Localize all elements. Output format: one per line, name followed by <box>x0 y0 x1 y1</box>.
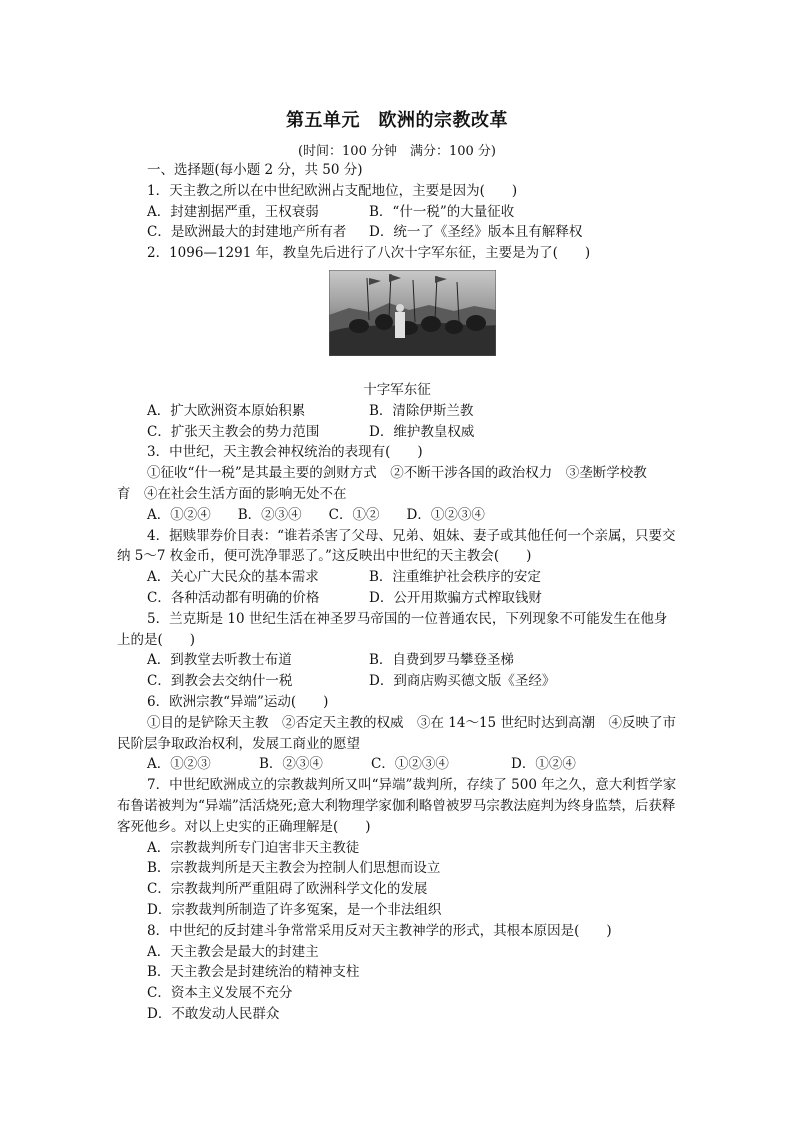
question-2-options-row1 <box>117 401 677 422</box>
crusade-painting-image <box>329 270 496 356</box>
question-2-stem: 2．1096—1291 年，教皇先后进行了八次十字军东征，主要是为了( ) <box>147 245 591 262</box>
option-d: D．维护教皇权威 <box>369 423 475 440</box>
option-c: C．宗教裁判所严重阻碍了欧洲科学文化的发展 <box>147 881 428 898</box>
question-8-stem: 8．中世纪的反封建斗争常常采用反对天主教神学的形式，其根本原因是( ) <box>147 922 612 939</box>
question-1-stem: 1．天主教之所以在中世纪欧洲占支配地位，主要是因为( ) <box>147 182 518 199</box>
question-4-options-row2 <box>117 588 677 609</box>
question-4-stem: 4．据赎罪券价目表：“谁若杀害了父母、兄弟、姐妹、妻子或其他任何一个亲属，只要交纳 5～7 枚金币，便可洗净罪恶了。”这反映出中世纪的天主教会( ) <box>117 527 676 565</box>
figure-caption: 十字军东征 <box>363 381 431 398</box>
question-3-options: A．①②④ B．②③④ C．①② D．①②③④ <box>147 506 485 523</box>
option-b: B．②③④ <box>259 756 323 773</box>
option-a: A．封建割据严重，王权衰弱 <box>147 203 319 220</box>
question-list <box>117 160 677 1025</box>
question-1-options-row1 <box>117 202 677 223</box>
option-b: B．天主教会是封建统治的精神支柱 <box>147 964 360 981</box>
option-d: D．到商店购买德文版《圣经》 <box>369 673 556 690</box>
option-a: A．天主教会是最大的封建主 <box>147 943 319 960</box>
option-c: C．各种活动都有明确的价格 <box>147 589 320 606</box>
option-b: B．注重维护社会秩序的安定 <box>369 569 541 586</box>
crusade-illustration <box>117 270 677 378</box>
option-b: B．清除伊斯兰教 <box>369 402 474 419</box>
option-b: B．宗教裁判所是天主教会为控制人们思想而设立 <box>147 860 441 877</box>
option-c: C．扩张天主教会的势力范围 <box>147 423 320 440</box>
option-a: A．到教堂去听教士布道 <box>147 652 292 669</box>
option-b: B．自费到罗马攀登圣梯 <box>369 652 514 669</box>
option-a: A．关心广大民众的基本需求 <box>147 569 319 586</box>
question-3-stem: 3．中世纪，天主教会神权统治的表现有( ) <box>147 444 423 461</box>
question-1-options-row2 <box>117 222 677 243</box>
option-c: C．①②③④ <box>371 756 449 773</box>
option-c: C．资本主义发展不充分 <box>147 985 293 1002</box>
option-a: A．扩大欧洲资本原始积累 <box>147 402 306 419</box>
option-c: C．到教会去交纳什一税 <box>147 673 293 690</box>
option-d: D．不敢发动人民群众 <box>147 1005 280 1022</box>
page-title: 第五单元 欧洲的宗教改革 <box>286 110 508 131</box>
question-5-options-row1 <box>117 650 677 671</box>
question-5-stem: 5．兰克斯是 10 世纪生活在神圣罗马帝国的一位普通农民，下列现象不可能发生在他身上的是( ) <box>117 610 668 648</box>
question-4-options-row1 <box>117 567 677 588</box>
option-c: C．是欧洲最大的封建地产所有者 <box>147 224 347 241</box>
option-a: A．宗教裁判所专门迫害非天主教徒 <box>147 839 360 856</box>
question-6-options <box>117 754 677 775</box>
question-7-stem: 7．中世纪欧洲成立的宗教裁判所又叫“异端”裁判所，存续了 500 年之久，意大利哲学家布鲁诺被判为“异端”活活烧死;意大利物理学家伽利略曾被罗马宗教法庭判为终身监禁，后获释客死他乡。对以上史实的正确理解是( ) <box>117 777 677 835</box>
option-d: D．公开用欺骗方式榨取钱财 <box>369 589 542 606</box>
section-heading: 一、选择题(每小题 2 分，共 50 分) <box>147 162 363 178</box>
question-6-statements: ①目的是铲除天主教 ②否定天主教的权威 ③在 14～15 世纪时达到高潮 ④反映了市民阶层争取政治权利，发展工商业的愿望 <box>117 714 676 752</box>
question-3-statements: ①征收“什一税”是其最主要的剑财方式 ②不断干涉各国的政治权力 ③垄断学校教 <box>147 465 647 482</box>
question-3-statements-cont: 育 ④在社会生活方面的影响无处不在 <box>117 485 347 502</box>
exam-info: (时间：100 分钟 满分：100 分) <box>297 144 497 159</box>
option-d: D．统一了《圣经》版本且有解释权 <box>369 224 583 241</box>
option-d: D．①②④ <box>511 756 576 773</box>
question-2-options-row2 <box>117 422 677 443</box>
option-b: B．“什一税”的大量征收 <box>369 203 515 220</box>
question-6-stem: 6．欧洲宗教“异端”运动( ) <box>147 693 329 710</box>
option-d: D．宗教裁判所制造了许多冤案，是一个非法组织 <box>147 901 442 918</box>
option-a: A．①②③ <box>147 756 211 773</box>
question-5-options-row2 <box>117 671 677 692</box>
